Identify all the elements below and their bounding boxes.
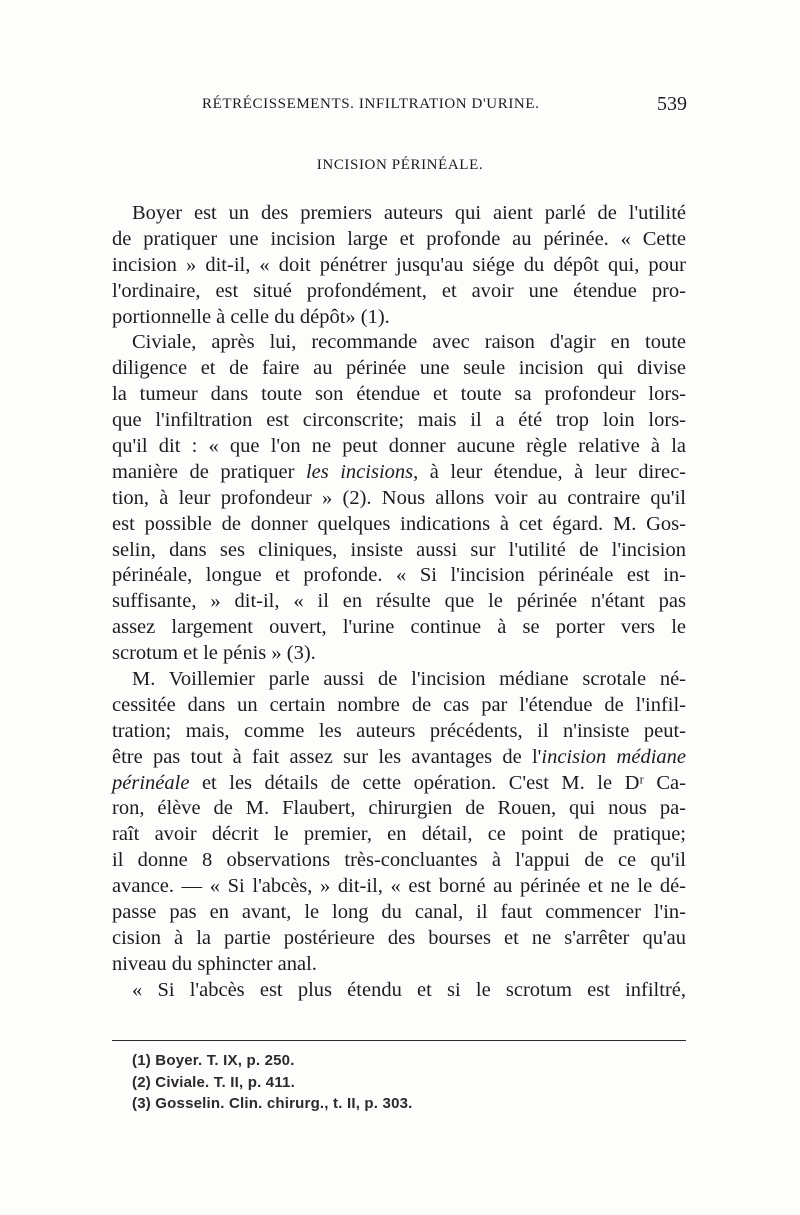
footnote: (2) Civiale. T. II, p. 411. xyxy=(132,1073,295,1091)
text-line xyxy=(112,460,686,486)
text-line: que l'infiltration est circonscrite; mais il a été trop loin lors- xyxy=(112,409,686,432)
text-line: il donne 8 observations très-concluantes à l'appui de ce qu'il xyxy=(112,849,686,872)
page-number: 539 xyxy=(657,93,687,115)
italic-run: incision médiane xyxy=(541,745,686,768)
text-line: diligence et de faire au périnée une seule incision qui divise xyxy=(112,357,686,380)
footnote: (1) Boyer. T. IX, p. 250. xyxy=(132,1052,295,1069)
text-line: l'ordinaire, est situé profondément, et avoir une étendue pro- xyxy=(112,279,686,302)
italic-run: les incisions xyxy=(305,460,414,483)
text-line: la tumeur dans toute son étendue et toute sa profondeur lors- xyxy=(112,383,686,406)
text-line: Boyer est un des premiers auteurs qui aient parlé de l'utilité xyxy=(132,202,686,224)
text-line: portionnelle à celle du dépôt» (1). xyxy=(112,305,390,328)
text-line: passe pas en avant, le long du canal, il faut commencer l'in- xyxy=(112,901,686,924)
body-text xyxy=(112,201,686,1004)
text-line: Civiale, après lui, recommande avec raison d'agir en toute xyxy=(132,331,686,354)
running-title: RÉTRÉCISSEMENTS. INFILTRATION D'URINE. xyxy=(202,96,540,112)
footnote-rule xyxy=(112,1040,686,1041)
text-line: niveau du sphincter anal. xyxy=(112,952,317,975)
text-line xyxy=(112,771,686,797)
text-run: être pas tout à fait assez sur les avantages de l' xyxy=(112,745,542,768)
italic-run: périnéale xyxy=(112,771,190,794)
text-line: suffisante, » dit-il, « il en résulte que le périnée n'étant pas xyxy=(112,590,686,613)
text-line: assez largement ouvert, l'urine continue à se porter vers le xyxy=(112,616,686,639)
text-line: qu'il dit : « que l'on ne peut donner aucune règle relative à la xyxy=(112,435,686,458)
running-head xyxy=(112,93,687,120)
text-line: de pratiquer une incision large et profonde au périnée. « Cette xyxy=(112,227,686,250)
section-title: INCISION PÉRINÉALE. xyxy=(316,157,484,173)
text-line: raît avoir décrit le premier, en détail, ce point de pratique; xyxy=(112,823,686,846)
footnotes xyxy=(132,1050,672,1115)
text-line: tion, à leur profondeur » (2). Nous allons voir au contraire qu'il xyxy=(112,486,686,509)
footnote: (3) Gosselin. Clin. chirurg., t. II, p. 303. xyxy=(132,1095,413,1112)
text-run: manière de pratiquer xyxy=(112,460,306,483)
text-line: ron, élève de M. Flaubert, chirurgien de Rouen, qui nous pa- xyxy=(112,797,686,820)
text-line: incision » dit-il, « doit pénétrer jusqu'au siége du dépôt qui, pour xyxy=(112,253,686,276)
text-line: selin, dans ses cliniques, insiste aussi sur l'utilité de l'incision xyxy=(112,538,686,561)
text-line: périnéale, longue et profonde. « Si l'incision périnéale est in- xyxy=(112,564,686,587)
text-run: , à leur étendue, à leur direc- xyxy=(413,460,686,483)
text-line: avance. — « Si l'abcès, » dit-il, « est borné au périnée et ne le dé- xyxy=(112,875,686,898)
text-line: tration; mais, comme les auteurs précédents, il n'insiste peut- xyxy=(112,719,686,742)
text-line xyxy=(112,745,686,771)
text-line: cision à la partie postérieure des bourses et ne s'arrêter qu'au xyxy=(112,926,686,949)
text-line: cessitée dans un certain nombre de cas par l'étendue de l'infil- xyxy=(112,693,686,716)
text-line: « Si l'abcès est plus étendu et si le scrotum est infiltré, xyxy=(132,978,686,1001)
text-line: scrotum et le pénis » (3). xyxy=(112,642,316,665)
text-run: et les détails de cette opération. C'est M. le Dʳ Ca- xyxy=(189,771,686,794)
text-line: est possible de donner quelques indications à cet égard. M. Gos- xyxy=(112,512,686,535)
text-line: M. Voillemier parle aussi de l'incision médiane scrotale né- xyxy=(132,668,686,691)
